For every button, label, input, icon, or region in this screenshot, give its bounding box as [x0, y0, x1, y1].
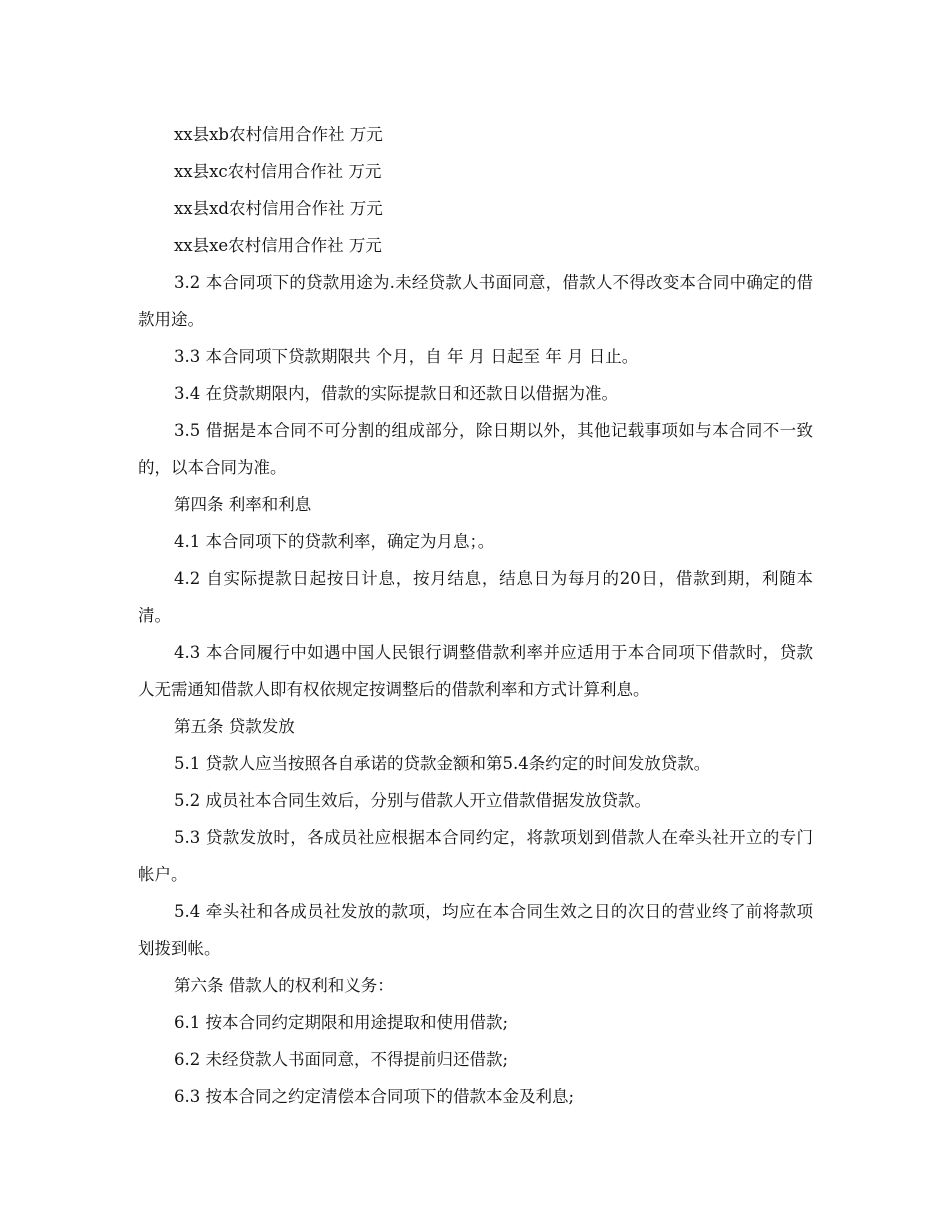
paragraph: 3.3 本合同项下贷款期限共 个月，自 年 月 日起至 年 月 日止。: [174, 347, 639, 366]
paragraph: xx县xc农村信用合作社 万元: [174, 162, 382, 181]
paragraph: 5.2 成员社本合同生效后，分别与借款人开立借款借据发放贷款。: [174, 791, 651, 810]
paragraph: 5.3 贷款发放时，各成员社应根据本合同约定，将款项划到借款人在牵头社开立的专门帐户。: [138, 828, 813, 884]
section-heading: 第四条 利率和利息: [174, 495, 312, 514]
paragraph: xx县xd农村信用合作社 万元: [174, 199, 383, 218]
paragraph: 6.1 按本合同约定期限和用途提取和使用借款;: [174, 1013, 509, 1032]
paragraph: 4.2 自实际提款日起按日计息，按月结息，结息日为每月的20日，借款到期，利随本清。: [138, 569, 813, 625]
paragraph: 4.3 本合同履行中如遇中国人民银行调整借款利率并应适用于本合同项下借款时，贷款人无需通知借款人即有权依规定按调整后的借款利率和方式计算利息。: [138, 643, 813, 699]
section-heading: 第六条 借款人的权利和义务：: [174, 976, 394, 995]
paragraph: 3.2 本合同项下的贷款用途为.未经贷款人书面同意，借款人不得改变本合同中确定的借款用途。: [138, 273, 813, 329]
paragraph: xx县xe农村信用合作社 万元: [174, 236, 382, 255]
paragraph: 6.2 未经贷款人书面同意，不得提前归还借款;: [174, 1050, 509, 1069]
paragraph: 4.1 本合同项下的贷款利率，确定为月息；。: [174, 532, 495, 551]
paragraph: 3.5 借据是本合同不可分割的组成部分，除日期以外，其他记载事项如与本合同不一致的，以本合同为准。: [138, 421, 813, 477]
paragraph: 5.1 贷款人应当按照各自承诺的贷款金额和第5.4条约定的时间发放贷款。: [174, 754, 711, 773]
document-body: [138, 116, 813, 1115]
paragraph: 5.4 牵头社和各成员社发放的款项，均应在本合同生效之日的次日的营业终了前将款项划拨到帐。: [138, 902, 813, 958]
paragraph: 3.4 在贷款期限内，借款的实际提款日和还款日以借据为准。: [174, 384, 618, 403]
section-heading: 第五条 贷款发放: [174, 717, 295, 736]
paragraph: xx县xb农村信用合作社 万元: [174, 125, 383, 144]
paragraph: 6.3 按本合同之约定清偿本合同项下的借款本金及利息;: [174, 1087, 575, 1106]
